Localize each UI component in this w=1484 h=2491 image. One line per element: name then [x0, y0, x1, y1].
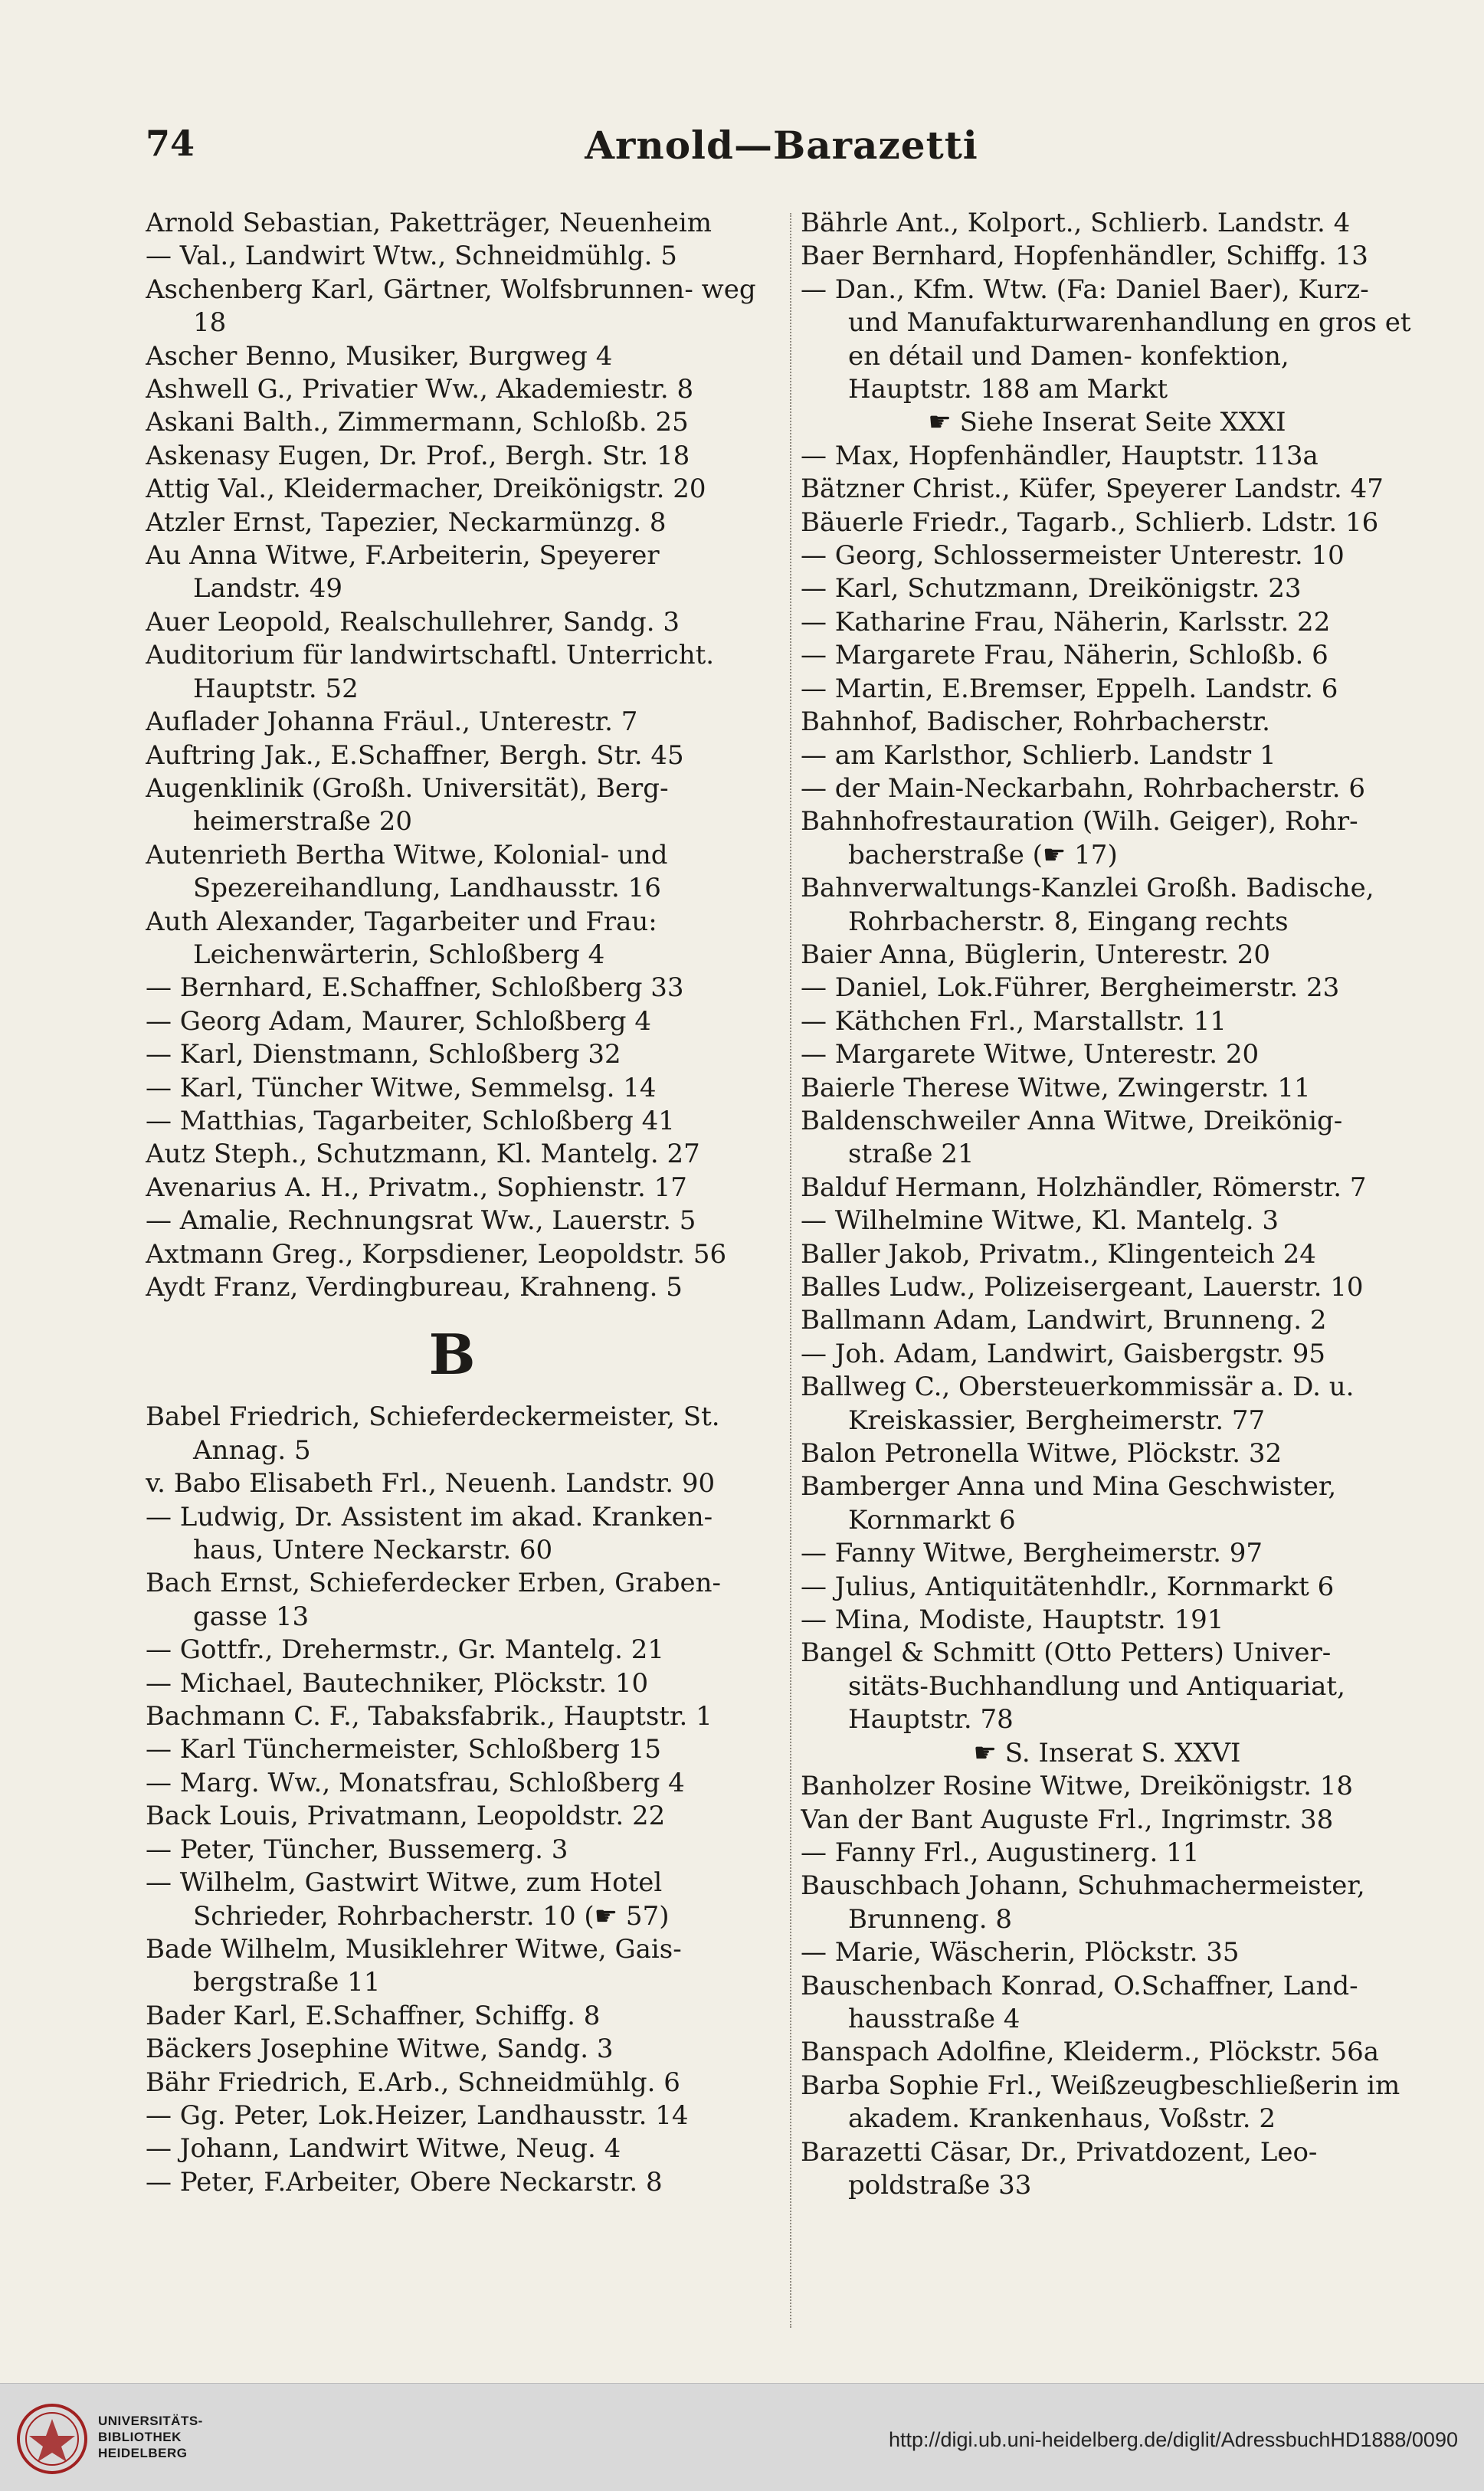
directory-entry: Baierle Therese Witwe, Zwingerstr. 11 [801, 1072, 1311, 1103]
directory-entry: Autz Steph., Schutzmann, Kl. Mantelg. 27 [146, 1139, 700, 1170]
directory-entry: ☛ S. Inserat S. XXVI [973, 1737, 1241, 1768]
directory-entry: — Matthias, Tagarbeiter, Schloßberg 41 [146, 1105, 675, 1136]
directory-entry: Van der Bant Auguste Frl., Ingrimstr. 38 [801, 1804, 1334, 1835]
footer-bar [0, 2383, 1484, 2491]
directory-entry: — Michael, Bautechniker, Plöckstr. 10 [146, 1667, 649, 1699]
directory-entry: Auflader Johanna Fräul., Unterestr. 7 [146, 706, 638, 738]
directory-entry: — Val., Landwirt Wtw., Schneidmühlg. 5 [146, 241, 677, 272]
directory-entry: — Bernhard, E.Schaffner, Schloßberg 33 [146, 972, 684, 1004]
directory-entry: — Ludwig, Dr. Assistent im akad. Kranken- haus, Untere Neckarstr. 60 [146, 1501, 713, 1566]
page-number: 74 [146, 123, 195, 164]
directory-entry: Bauschbach Johann, Schuhmachermeister, Brunneng. 8 [801, 1870, 1365, 1935]
directory-entry: — Peter, Tüncher, Bussemerg. 3 [146, 1834, 568, 1865]
directory-entry: — Margarete Witwe, Unterestr. 20 [801, 1039, 1260, 1070]
directory-entry: — der Main-Neckarbahn, Rohrbacherstr. 6 [801, 772, 1366, 804]
section-letter: B [428, 1322, 476, 1388]
directory-entry: — Fanny Witwe, Bergheimerstr. 97 [801, 1538, 1263, 1569]
directory-entry: Bäuerle Friedr., Tagarb., Schlierb. Ldstr. 16 [801, 506, 1379, 538]
directory-entry: — Karl, Schutzmann, Dreikönigstr. 23 [801, 573, 1302, 605]
directory-entry: — Georg Adam, Maurer, Schloßberg 4 [146, 1005, 651, 1037]
library-name-line1: UNIVERSITÄTS- [98, 2414, 203, 2428]
directory-entry: Bahnverwaltungs-Kanzlei Großh. Badische, Rohrbacherstr. 8, Eingang rechts [801, 873, 1374, 937]
directory-entry: Auftring Jak., E.Schaffner, Bergh. Str. 45 [146, 739, 684, 771]
directory-entry: — Käthchen Frl., Marstallstr. 11 [801, 1005, 1227, 1037]
directory-entry: Barba Sophie Frl., Weißzeugbeschließerin im akadem. Krankenhaus, Voßstr. 2 [801, 2070, 1400, 2135]
directory-entry: Bader Karl, E.Schaffner, Schiffg. 8 [146, 2000, 601, 2031]
directory-entry: Bachmann C. F., Tabaksfabrik., Hauptstr. 1 [146, 1701, 713, 1732]
library-seal-icon [15, 2402, 89, 2476]
directory-entry: — Johann, Landwirt Witwe, Neug. 4 [146, 2133, 621, 2165]
directory-entry: — Marg. Ww., Monatsfrau, Schloßberg 4 [146, 1767, 685, 1798]
library-name [98, 2413, 203, 2461]
running-head: Arnold—Barazetti [585, 123, 978, 168]
directory-entry: — Martin, E.Bremser, Eppelh. Landstr. 6 [801, 673, 1338, 704]
directory-entry: — Dan., Kfm. Wtw. (Fa: Daniel Baer), Kurz- und Manufakturwarenhandlung en gros et en détail und Damen- konfektion, Hauptstr. 188 am Markt [801, 274, 1411, 405]
directory-entry: Arnold Sebastian, Paketträger, Neuenheim [146, 208, 712, 238]
directory-entry: — Daniel, Lok.Führer, Bergheimerstr. 23 [801, 972, 1340, 1004]
directory-entry: Bäckers Josephine Witwe, Sandg. 3 [146, 2034, 614, 2065]
directory-entry: Autenrieth Bertha Witwe, Kolonial- und Spezereihandlung, Landhausstr. 16 [146, 839, 668, 904]
page-header [146, 123, 1417, 184]
right-column [801, 207, 1414, 2333]
directory-entry: Au Anna Witwe, F.Arbeiterin, Speyerer Landstr. 49 [146, 540, 660, 605]
directory-entry: Askenasy Eugen, Dr. Prof., Bergh. Str. 18 [146, 440, 690, 471]
directory-entry: Aydt Franz, Verdingbureau, Krahneng. 5 [146, 1272, 683, 1303]
directory-entry: Banspach Adolfine, Kleiderm., Plöckstr. 56a [801, 2037, 1380, 2068]
library-name-line2: BIBLIOTHEK [98, 2430, 182, 2444]
directory-columns [146, 207, 1417, 2333]
directory-entry: — Gottfr., Drehermstr., Gr. Mantelg. 21 [146, 1634, 665, 1666]
directory-entry: Bauschenbach Konrad, O.Schaffner, Land- hausstraße 4 [801, 1970, 1358, 2034]
directory-entry: Baier Anna, Büglerin, Unterestr. 20 [801, 939, 1271, 970]
directory-entry: Bahnhof, Badischer, Rohrbacherstr. [801, 706, 1270, 738]
directory-entry: Bamberger Anna und Mina Geschwister, Kornmarkt 6 [801, 1471, 1337, 1536]
directory-entry: Bach Ernst, Schieferdecker Erben, Graben- gasse 13 [146, 1568, 722, 1632]
directory-entry: Baldenschweiler Anna Witwe, Dreikönig- straße 21 [801, 1105, 1343, 1170]
directory-entry: Atzler Ernst, Tapezier, Neckarmünzg. 8 [146, 506, 667, 538]
directory-entry: Ballweg C., Obersteuerkommissär a. D. u. Kreiskassier, Bergheimerstr. 77 [801, 1372, 1355, 1436]
directory-entry: Bade Wilhelm, Musiklehrer Witwe, Gais- bergstraße 11 [146, 1933, 682, 1998]
directory-entry: Balon Petronella Witwe, Plöckstr. 32 [801, 1438, 1283, 1470]
library-name-line3: HEIDELBERG [98, 2446, 188, 2460]
column-divider [790, 213, 791, 2328]
directory-entry: — Karl, Dienstmann, Schloßberg 32 [146, 1039, 621, 1070]
directory-entry: Augenklinik (Großh. Universität), Berg- heimerstraße 20 [146, 772, 669, 837]
directory-entry: Baer Bernhard, Hopfenhändler, Schiffg. 13 [801, 241, 1368, 272]
directory-entry: Attig Val., Kleidermacher, Dreikönigstr. 20 [146, 474, 706, 505]
directory-entry: Barazetti Cäsar, Dr., Privatdozent, Leo- poldstraße 33 [801, 2136, 1318, 2201]
directory-entry: Bätzner Christ., Küfer, Speyerer Landstr. 47 [801, 474, 1384, 505]
directory-entry: — Katharine Frau, Näherin, Karlsstr. 22 [801, 606, 1331, 637]
directory-entry: Auditorium für landwirtschaftl. Unterricht. Hauptstr. 52 [146, 640, 715, 704]
directory-entry: — Marie, Wäscherin, Plöckstr. 35 [801, 1937, 1240, 1968]
directory-entry: Bährle Ant., Kolport., Schlierb. Landstr. 4 [801, 208, 1351, 238]
directory-entry: Aschenberg Karl, Gärtner, Wolfsbrunnen- weg 18 [146, 274, 756, 339]
directory-entry: Askani Balth., Zimmermann, Schloßb. 25 [146, 407, 689, 438]
directory-entry: ☛ Siehe Inserat Seite XXXI [928, 407, 1286, 438]
directory-entry: v. Babo Elisabeth Frl., Neuenh. Landstr. 90 [146, 1468, 716, 1500]
directory-entry: — Margarete Frau, Näherin, Schloßb. 6 [801, 640, 1328, 671]
directory-entry: Ascher Benno, Musiker, Burgweg 4 [146, 340, 613, 372]
directory-entry: — am Karlsthor, Schlierb. Landstr 1 [801, 739, 1276, 771]
directory-entry: — Georg, Schlossermeister Unterestr. 10 [801, 540, 1345, 572]
directory-entry: — Julius, Antiquitätenhdlr., Kornmarkt 6 [801, 1571, 1335, 1602]
directory-entry: Banholzer Rosine Witwe, Dreikönigstr. 18 [801, 1771, 1354, 1802]
directory-entry: — Mina, Modiste, Hauptstr. 191 [801, 1604, 1224, 1636]
directory-entry: Ashwell G., Privatier Ww., Akademiestr. 8 [146, 374, 694, 405]
left-column [146, 207, 758, 2333]
directory-entry: Bangel & Schmitt (Otto Petters) Univer- sitäts-Buchhandlung und Antiquariat, Hauptstr. 78 [801, 1637, 1345, 1736]
directory-entry: Avenarius A. H., Privatm., Sophienstr. 17 [146, 1172, 687, 1203]
directory-entry: — Peter, F.Arbeiter, Obere Neckarstr. 8 [146, 2166, 663, 2198]
directory-entry: Bahnhofrestauration (Wilh. Geiger), Rohr- bacherstraße (☛ 17) [801, 806, 1358, 870]
directory-entry: — Wilhelm, Gastwirt Witwe, zum Hotel Schrieder, Rohrbacherstr. 10 (☛ 57) [146, 1867, 670, 1932]
directory-entry: — Karl Tünchermeister, Schloßberg 15 [146, 1734, 662, 1765]
directory-entry: Baller Jakob, Privatm., Klingenteich 24 [801, 1238, 1316, 1270]
directory-entry: Back Louis, Privatmann, Leopoldstr. 22 [146, 1801, 666, 1832]
directory-entry: — Fanny Frl., Augustinerg. 11 [801, 1837, 1200, 1868]
directory-entry: Auer Leopold, Realschullehrer, Sandg. 3 [146, 606, 680, 637]
directory-entry: — Joh. Adam, Landwirt, Gaisbergstr. 95 [801, 1338, 1326, 1369]
directory-entry: Auth Alexander, Tagarbeiter und Frau: Leichenwärterin, Schloßberg 4 [146, 906, 657, 970]
directory-entry: Ballmann Adam, Landwirt, Brunneng. 2 [801, 1305, 1327, 1336]
directory-entry: Bähr Friedrich, E.Arb., Schneidmühlg. 6 [146, 2067, 680, 2098]
directory-entry: Balles Ludw., Polizeisergeant, Lauerstr. 10 [801, 1272, 1364, 1303]
directory-entry: — Max, Hopfenhändler, Hauptstr. 113a [801, 440, 1319, 471]
directory-entry: — Wilhelmine Witwe, Kl. Mantelg. 3 [801, 1205, 1279, 1237]
source-url[interactable]: http://digi.ub.uni-heidelberg.de/diglit/AdressbuchHD1888/0090 [888, 2428, 1458, 2451]
directory-entry: Balduf Hermann, Holzhändler, Römerstr. 7 [801, 1172, 1367, 1203]
directory-entry: Babel Friedrich, Schieferdeckermeister, St. Annag. 5 [146, 1401, 720, 1466]
directory-entry: Axtmann Greg., Korpsdiener, Leopoldstr. 56 [146, 1238, 727, 1270]
directory-entry: — Amalie, Rechnungsrat Ww., Lauerstr. 5 [146, 1205, 696, 1237]
directory-entry: — Karl, Tüncher Witwe, Semmelsg. 14 [146, 1072, 657, 1103]
directory-entry: — Gg. Peter, Lok.Heizer, Landhausstr. 14 [146, 2099, 689, 2131]
